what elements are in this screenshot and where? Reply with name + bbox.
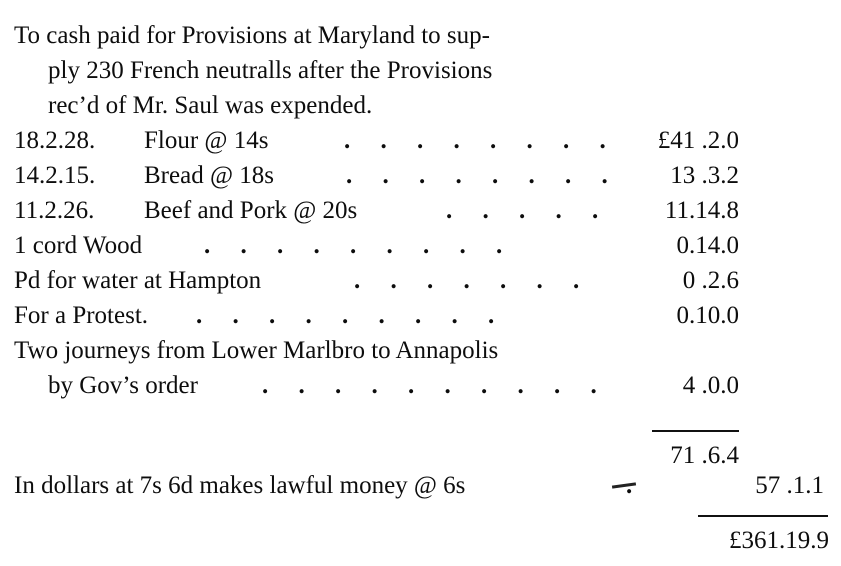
conversion-text: In dollars at 7s 6d makes lawful money @ 6s xyxy=(14,472,466,499)
leader-dots: . . . . . . . . . xyxy=(196,302,507,329)
journey-amount: 4 .0.0 xyxy=(682,372,739,399)
row-quantity: 14.2.15. xyxy=(14,162,96,189)
row-quantity: 18.2.28. xyxy=(14,127,96,154)
row-amount: 13 .3.2 xyxy=(670,162,739,189)
leader-dots: . . . . . . . . xyxy=(344,127,618,154)
heading-line xyxy=(14,18,824,53)
journey-text-2: by Gov’s order xyxy=(48,372,198,399)
ledger-body xyxy=(14,18,829,554)
leader-dots: . . . . . . . . . . xyxy=(262,372,609,399)
ledger-row xyxy=(14,228,824,263)
ledger-row xyxy=(14,193,824,228)
ledger-row xyxy=(14,158,824,193)
ledger-row xyxy=(14,123,824,158)
subtotal-rule xyxy=(652,430,739,432)
row-item: 1 cord Wood xyxy=(14,232,143,259)
row-amount: 0 .2.6 xyxy=(682,267,739,294)
row-item: Pd for water at Hampton xyxy=(14,267,262,294)
row-item: Flour @ 14s xyxy=(144,127,269,154)
leader-dots: . . . . . . . . xyxy=(346,162,620,189)
journey-text-1: Two journeys from Lower Marlbro to Annapolis xyxy=(14,337,499,364)
row-amount: 0.14.0 xyxy=(676,232,739,259)
row-item: For a Protest. xyxy=(14,302,149,329)
journey-row-1 xyxy=(14,333,824,368)
heading-text-2: ply 230 French neutralls after the Provisions xyxy=(48,57,493,84)
ledger-row xyxy=(14,298,824,333)
ledger-row xyxy=(14,263,824,298)
journey-row-2 xyxy=(14,368,824,403)
conversion-amount: 57 .1.1 xyxy=(755,472,824,499)
leader-dots: . . . . . . . xyxy=(354,267,592,294)
ink-strike-mark xyxy=(612,482,636,488)
grand-total-amount: £361.19.9 xyxy=(729,527,829,554)
heading-line xyxy=(14,88,824,123)
subtotal-amount: 71 .6.4 xyxy=(670,442,739,469)
row-amount: 11.14.8 xyxy=(664,197,739,224)
row-item: Bread @ 18s xyxy=(144,162,274,189)
heading-text-1: To cash paid for Provisions at Maryland to sup- xyxy=(14,22,490,49)
heading-line xyxy=(14,53,824,88)
leader-dots: . . . . . xyxy=(446,197,611,224)
row-item: Beef and Pork @ 20s xyxy=(144,197,358,224)
leader-dots: . . . . . . . . . xyxy=(204,232,515,259)
row-quantity: 11.2.26. xyxy=(14,197,95,224)
heading-text-3: rec’d of Mr. Saul was expended. xyxy=(48,92,373,119)
total-rule xyxy=(698,515,828,517)
row-amount: £41 .2.0 xyxy=(657,127,739,154)
row-amount: 0.10.0 xyxy=(676,302,739,329)
